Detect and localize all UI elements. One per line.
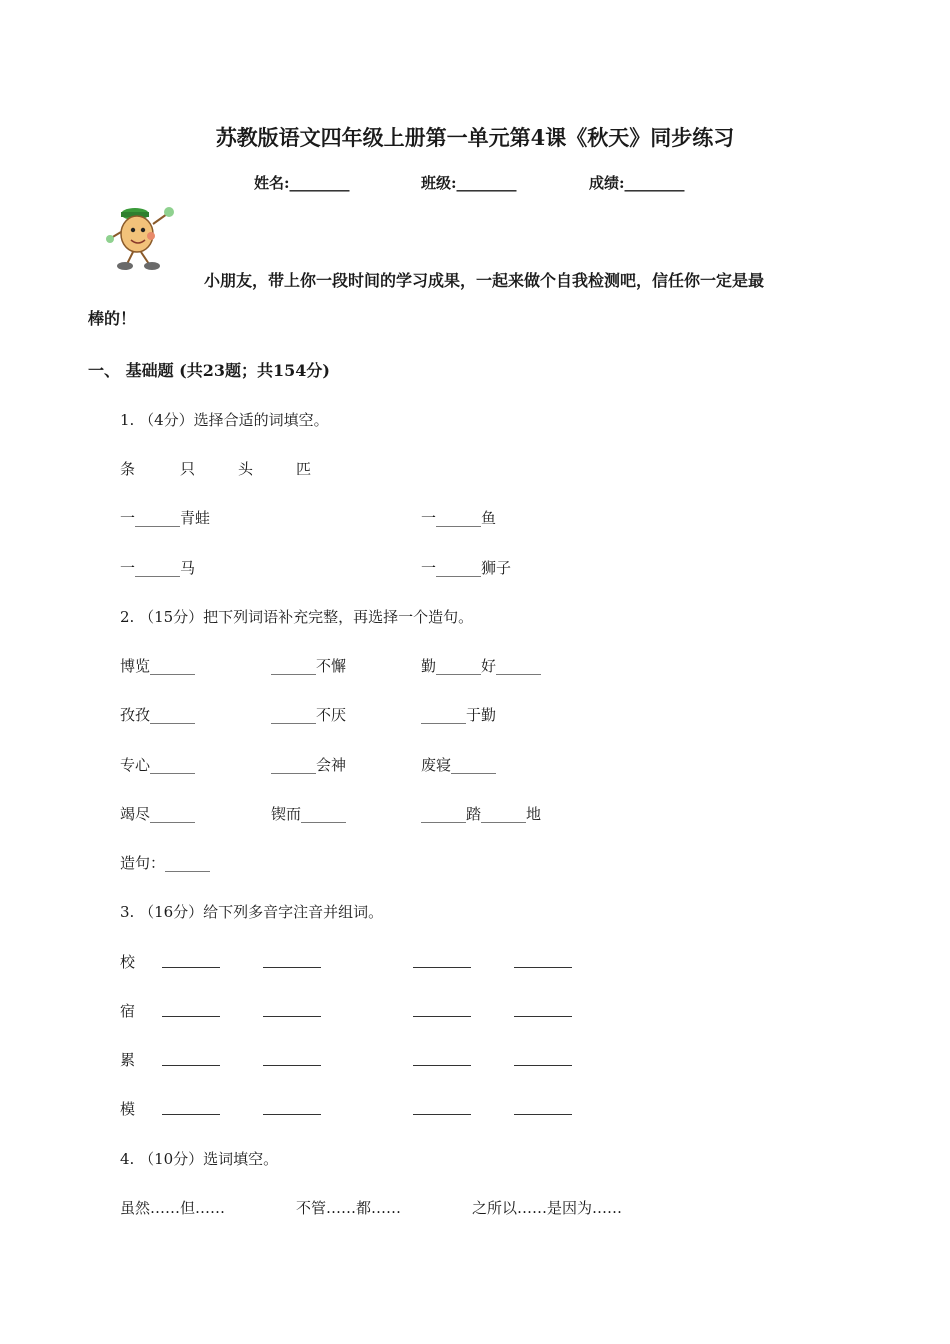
- q3-char: 模: [120, 1100, 136, 1118]
- answer-blank: [514, 1114, 572, 1115]
- score-field: 成绩:________: [589, 174, 685, 192]
- q1-option: 头: [238, 460, 254, 478]
- intro-line-1: 小朋友，带上你一段时间的学习成果，一起来做个自我检测吧，信任你一定是最: [204, 271, 765, 290]
- q1-item: 一______青蛙: [120, 509, 211, 527]
- intro-line-2: 棒的！: [88, 309, 137, 328]
- q2-cell: 博览______: [120, 657, 196, 675]
- q2-cell: 锲而______: [271, 805, 347, 823]
- answer-blank: [514, 1016, 572, 1017]
- q4-title: 4. （10分）选词填空。: [120, 1150, 279, 1168]
- cartoon-mascot-icon: [105, 200, 187, 272]
- q2-cell: 勤______好______: [421, 657, 542, 675]
- answer-blank: [514, 967, 572, 968]
- answer-blank: [162, 1114, 220, 1115]
- q2-cell: ______踏______地: [421, 805, 542, 823]
- q2-cell: ______不厌: [271, 706, 347, 724]
- q4-option: 不管……都……: [296, 1199, 402, 1217]
- answer-blank: [263, 1016, 321, 1017]
- q2-sentence: 造句：______: [120, 854, 211, 872]
- section-heading: 一、 基础题 (共23题；共154分): [88, 361, 330, 380]
- q4-option: 虽然……但……: [120, 1199, 226, 1217]
- q3-char: 校: [120, 953, 136, 971]
- q1-option: 只: [180, 460, 196, 478]
- q1-item: 一______狮子: [421, 559, 512, 577]
- answer-blank: [162, 1016, 220, 1017]
- q2-cell: 废寝______: [421, 756, 497, 774]
- answer-blank: [162, 1065, 220, 1066]
- q4-option: 之所以……是因为……: [472, 1199, 623, 1217]
- name-field: 姓名:________: [254, 174, 350, 192]
- answer-blank: [514, 1065, 572, 1066]
- q2-cell: ______于勤: [421, 706, 497, 724]
- class-field: 班级:________: [421, 174, 517, 192]
- q3-char: 宿: [120, 1002, 136, 1020]
- q3-char: 累: [120, 1051, 136, 1069]
- q2-cell: 孜孜______: [120, 706, 196, 724]
- q1-item: 一______鱼: [421, 509, 497, 527]
- q1-option: 匹: [296, 460, 312, 478]
- q2-cell: ______会神: [271, 756, 347, 774]
- answer-blank: [413, 1016, 471, 1017]
- q1-title: 1. （4分）选择合适的词填空。: [120, 411, 329, 429]
- q2-cell: 专心______: [120, 756, 196, 774]
- answer-blank: [413, 967, 471, 968]
- q2-title: 2. （15分）把下列词语补充完整，再选择一个造句。: [120, 608, 474, 626]
- answer-blank: [413, 1065, 471, 1066]
- q3-title: 3. （16分）给下列多音字注音并组词。: [120, 903, 384, 921]
- document-title: 苏教版语文四年级上册第一单元第4课《秋天》同步练习: [215, 125, 735, 150]
- answer-blank: [263, 967, 321, 968]
- q1-option: 条: [120, 460, 136, 478]
- q2-cell: 竭尽______: [120, 805, 196, 823]
- answer-blank: [263, 1065, 321, 1066]
- answer-blank: [263, 1114, 321, 1115]
- q1-item: 一______马: [120, 559, 196, 577]
- q2-cell: ______不懈: [271, 657, 347, 675]
- answer-blank: [162, 967, 220, 968]
- answer-blank: [413, 1114, 471, 1115]
